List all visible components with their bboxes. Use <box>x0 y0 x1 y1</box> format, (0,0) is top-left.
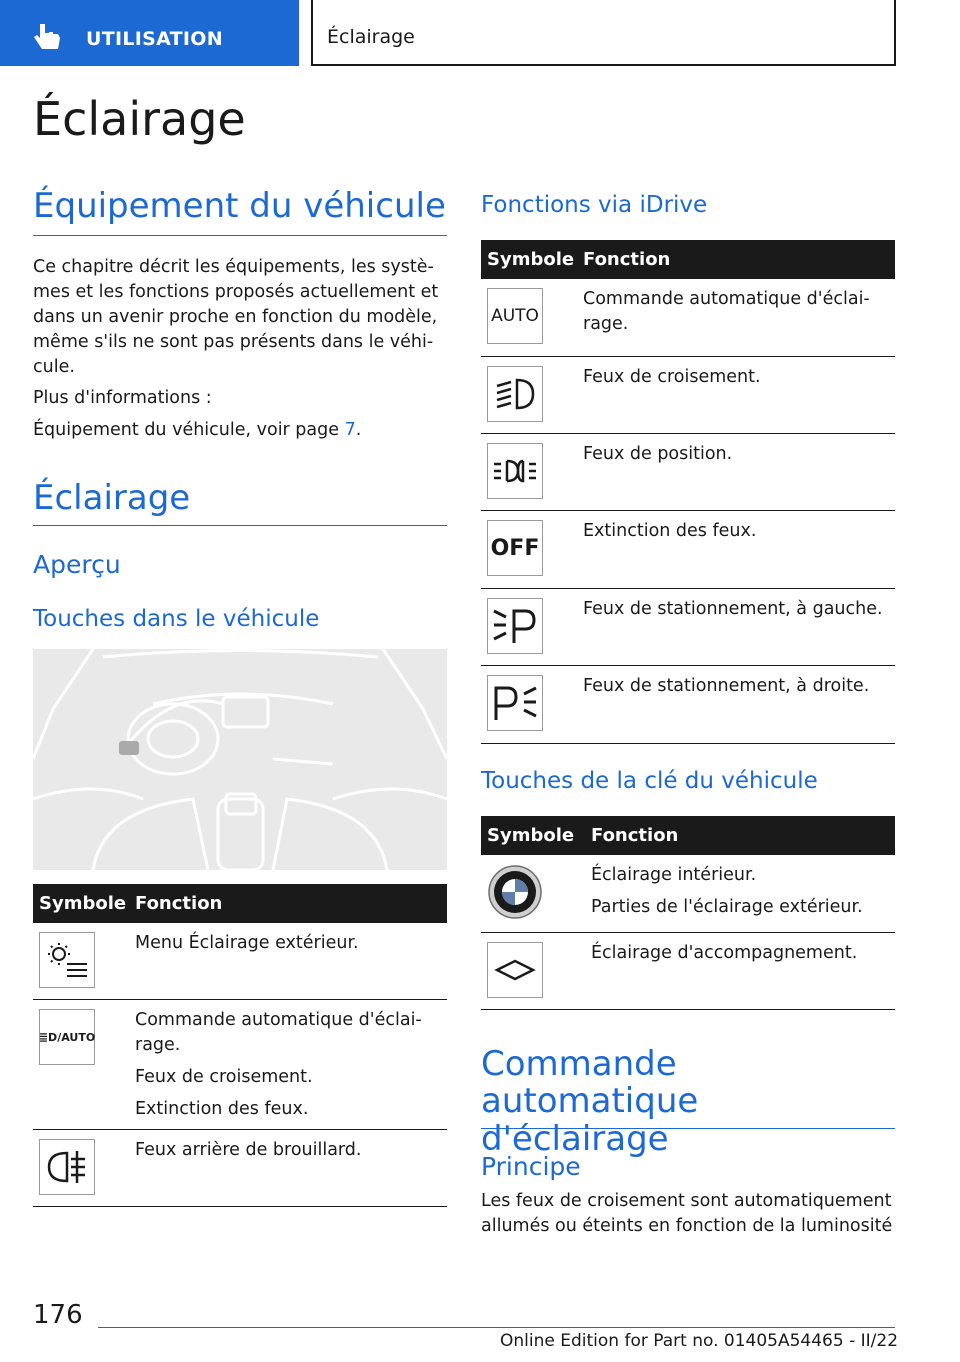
more-info-text: Plus d'informations : <box>33 388 212 408</box>
hand-pointer-icon <box>32 22 66 52</box>
see-page-link[interactable]: 7 <box>344 420 356 440</box>
icon-text: ≣D/AUTO <box>38 1030 96 1044</box>
see-page-text <box>33 418 447 443</box>
function-text: Éclairage d'accompagnement. <box>591 943 858 963</box>
auto-lighting-heading-line2: d'éclairage <box>481 1118 669 1159</box>
function-text: Feux de position. <box>583 444 733 464</box>
row-function <box>583 442 888 474</box>
row-function <box>135 1138 440 1170</box>
row-function <box>583 597 888 629</box>
heading-rule <box>481 1128 895 1129</box>
follow-me-home-icon <box>487 942 543 998</box>
function-text: Feux de stationnement, à droite. <box>583 676 870 696</box>
table-header <box>481 816 895 855</box>
row-function <box>583 519 888 551</box>
function-text: Feux de stationnement, à gauche. <box>583 599 883 619</box>
key-buttons-heading: Touches de la clé du véhicule <box>481 768 818 794</box>
row-function <box>591 863 891 927</box>
col-symbol-header: Symbole <box>487 825 575 846</box>
col-function-header: Fonction <box>583 249 671 270</box>
function-text: Feux arrière de brouillard. <box>135 1140 362 1160</box>
function-text: Commande automatique d'éclai-rage. <box>583 289 870 334</box>
section-label: UTILISATION <box>86 28 223 50</box>
function-text: Commande automatique d'éclai-rage. <box>135 1010 422 1055</box>
table-row <box>33 1130 447 1207</box>
exterior-light-menu-icon <box>39 932 95 988</box>
overview-heading: Aperçu <box>33 550 121 579</box>
lighting-heading: Éclairage <box>33 478 191 518</box>
icon-text: OFF <box>490 535 540 561</box>
auto-low-beam-icon <box>39 1009 95 1065</box>
equipment-paragraph: Ce chapitre décrit les équipements, les systè-mes et les fonctions proposés actuellement et dans un avenir proche en fonction du modèle, même s'ils ne sont pas présents dans le véhi-cule. <box>33 257 439 377</box>
equipment-heading: Équipement du véhicule <box>33 186 446 226</box>
col-function-header: Fonction <box>591 825 679 846</box>
table-row <box>481 357 895 434</box>
table-row <box>481 666 895 744</box>
row-function <box>583 365 888 397</box>
function-text: Feux de croisement. <box>583 367 761 387</box>
position-light-icon <box>487 443 543 499</box>
icon-text: AUTO <box>491 306 539 326</box>
rear-fog-light-icon <box>39 1139 95 1195</box>
bmw-logo-icon <box>487 864 543 920</box>
parking-light-right-icon <box>487 675 543 731</box>
table-row <box>33 923 447 1000</box>
low-beam-icon <box>487 366 543 422</box>
see-page-suffix: . <box>355 420 362 440</box>
page-header <box>0 0 960 66</box>
section-tab <box>0 0 299 66</box>
row-function <box>583 287 888 344</box>
footer-rule <box>98 1327 895 1328</box>
principle-heading: Principe <box>481 1152 581 1181</box>
table-row <box>481 279 895 357</box>
row-function <box>135 1008 440 1129</box>
heading-rule <box>33 235 447 236</box>
row-function <box>135 931 440 963</box>
auto-lighting-heading <box>481 1046 895 1158</box>
breadcrumb-text: Éclairage <box>327 26 415 48</box>
page-title: Éclairage <box>33 92 246 146</box>
table-row <box>481 511 895 589</box>
breadcrumb <box>311 0 896 66</box>
table-row <box>481 434 895 511</box>
parking-light-left-icon <box>487 598 543 654</box>
function-text: Menu Éclairage extérieur. <box>135 933 359 953</box>
auto-lighting-heading-line1: Commande automatique <box>481 1044 699 1122</box>
footer-edition: Online Edition for Part no. 01405A54465 - II/22 <box>500 1331 899 1351</box>
table-header <box>33 884 447 923</box>
table-row <box>481 933 895 1010</box>
function-text: Parties de l'éclairage extérieur. <box>591 897 863 917</box>
principle-paragraph: Les feux de croisement sont automatiquement allumés ou éteints en fonction de la luminosité <box>481 1191 893 1236</box>
row-function <box>583 674 888 706</box>
see-page-prefix: Équipement du véhicule, voir page <box>33 420 345 440</box>
idrive-heading: Fonctions via iDrive <box>481 192 708 218</box>
lights-off-icon <box>487 520 543 576</box>
page-number: 176 <box>33 1300 83 1330</box>
col-function-header: Fonction <box>135 893 223 914</box>
function-text: Feux de croisement. <box>135 1067 313 1087</box>
table-row <box>481 589 895 666</box>
buttons-vehicle-heading: Touches dans le véhicule <box>33 606 320 632</box>
table-row <box>481 855 895 933</box>
heading-rule <box>33 525 447 526</box>
col-symbol-header: Symbole <box>487 249 575 270</box>
table-header <box>481 240 895 279</box>
function-text: Éclairage intérieur. <box>591 865 757 885</box>
cockpit-illustration <box>33 649 447 870</box>
table-row <box>33 1000 447 1130</box>
function-text: Extinction des feux. <box>583 521 757 541</box>
auto-icon <box>487 288 543 344</box>
row-function <box>591 941 891 973</box>
col-symbol-header: Symbole <box>39 893 127 914</box>
function-text: Extinction des feux. <box>135 1099 309 1119</box>
